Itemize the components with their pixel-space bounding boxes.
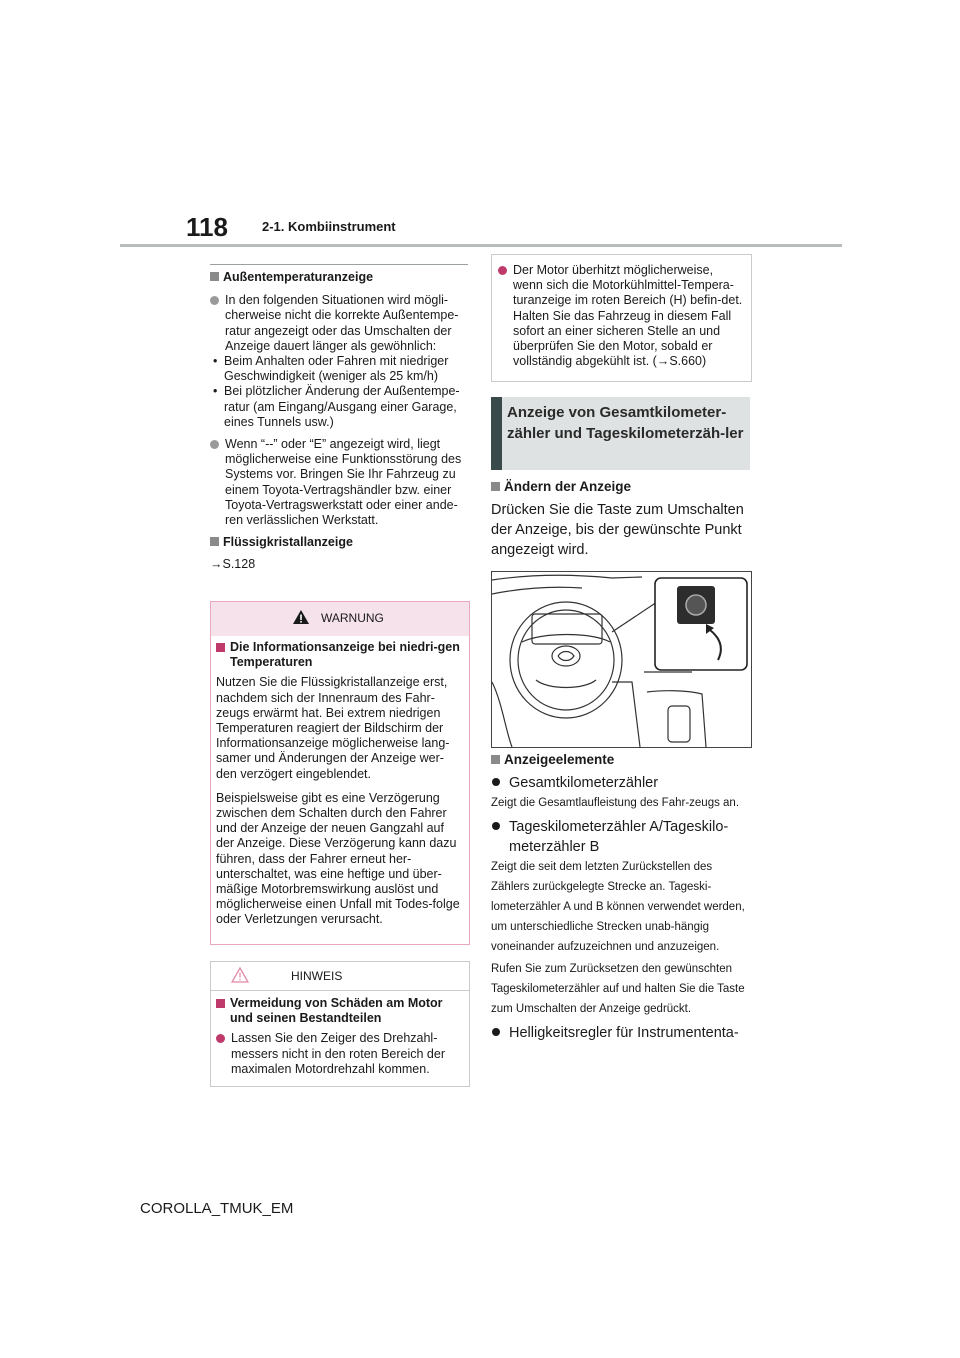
circle-bullet-icon [498,266,507,275]
element-item-title: Tageskilometerzähler A/Tageskilo-meterzähler B [491,817,753,857]
page-number: 118 [186,212,228,242]
sub-list-item: • Bei plötzlicher Änderung der Außentempe-ratur (am Eingang/Ausgang einer Garage, eines Tunnels usw.) [210,384,468,430]
warning-paragraph: Beispielsweise gibt es eine Verzögerung zwischen dem Schalten durch den Fahrer und der Anzeige der neuen Gangzahl auf der Anzeige. Diese Verzögerung kann dazu führen, dass der Fahrer erneut her-unterschaltet, was eine heftige und über-mäßige Motorbremswirkung auslöst und möglicherweise einen Unfall mit Todes-folge oder Verletzungen verursacht. [216,790,460,927]
list-item: In den folgenden Situationen wird mögli-cherweise nicht die korrekte Außentempe-ratur angezeigt oder das Umschalten der Anzeige dauert länger als gewöhnlich: [210,293,468,354]
square-bullet-icon [210,537,219,546]
square-bullet-icon [216,643,225,652]
dashboard-drawing [492,572,751,747]
footer-model: COROLLA_TMUK_EM [140,1200,294,1217]
warning-label: WARNUNG [321,611,384,625]
divider [210,264,468,265]
section-heading: Anzeige von Gesamtkilometer-zähler und Tageskilometerzäh-ler [507,404,744,442]
right-column-upper [491,479,753,560]
element-item-text: Zeigt die Gesamtlaufleistung des Fahr-zeugs an. [491,797,740,809]
section-title: 2-1. Kombiinstrument [262,219,396,234]
warning-heading: Die Informationsanzeige bei niedri-gen Temperaturen [216,640,463,670]
bullet-icon [492,822,500,830]
left-column [210,264,468,573]
sub-list-item: • Beim Anhalten oder Fahren mit niedriger Geschwindigkeit (weniger als 25 km/h) [210,354,468,384]
bullet-icon [492,1028,500,1036]
warning-triangle-icon [292,609,310,625]
section-heading-bar [491,397,750,470]
caution-triangle-icon [231,967,249,983]
warning-paragraph: Nutzen Sie die Flüssigkristallanzeige erst, nachdem sich der Innenraum des Fahr-zeugs erwärmt hat. Bei extrem niedrigen Temperaturen reagiert der Bildschirm der Informationsanzeige möglicherweise lang-samer und Änderungen der Anzeige wer-den verzögert eingeblendet. [216,675,450,781]
circle-bullet-icon [216,1034,225,1043]
notice-heading: Vermeidung von Schäden am Motor und seinen Bestandteilen [216,996,463,1026]
square-bullet-icon [491,755,500,764]
circle-bullet-icon [210,440,219,449]
list-item: Der Motor überhitzt möglicherweise, wenn sich die Motorkühlmittel-Tempera-turanzeige im roten Bereich (H) befin-det. Halten Sie das Fahrzeug in diesem Fall sofort an einer sicheren Stelle an und überprüfen Sie den Motor, sobald er vollständig abgekühlt ist. (→S.660) [498,263,743,369]
list-item: Wenn “--” oder “E” angezeigt wird, liegt möglicherweise eine Funktionsstörung des Systems vor. Bringen Sie Ihr Fahrzeug zu einem Toyota-Vertragshändler bzw. einer Toyota-Vertragswerkstatt oder einer ande-ren verlässlichen Werkstatt. [210,437,468,528]
motor-note-box [491,254,752,382]
elements-heading: Anzeigeelemente [491,752,753,767]
notice-box [210,961,470,1087]
steering-wheel-illustration [491,571,752,748]
circle-bullet-icon [210,296,219,305]
bullet-icon [492,778,500,786]
element-item-title: Gesamtkilometerzähler [491,773,753,793]
element-item-text: Zeigt die seit dem letzten Zurückstellen des Zählers zurückgelegte Strecke an. Tageski-lometerzähler A und B können verwendet werden, um unterschiedliche Strecken unab-hängig voneinander aufzuzeichnen und anzuzeigen. [491,861,745,953]
square-bullet-icon [216,999,225,1008]
warning-box [210,601,470,945]
aussen-heading: Außentemperaturanzeige [210,270,468,285]
square-bullet-icon [491,482,500,491]
header-rule [120,244,842,247]
list-item: Lassen Sie den Zeiger des Drehzahl-messers nicht in den roten Bereich der maximalen Motordrehzahl kommen. [216,1031,463,1077]
element-item-title: Helligkeitsregler für Instrumententa- [491,1023,753,1043]
heading-accent [491,397,502,470]
notice-header [211,962,469,990]
lcd-heading: Flüssigkristallanzeige [210,535,468,550]
element-item-text: Rufen Sie zum Zurücksetzen den gewünschten Tageskilometerzähler auf und halten Sie die Taste zum Umschalten der Anzeige gedrückt. [491,963,745,1015]
change-text: Drücken Sie die Taste zum Umschalten der Anzeige, bis der gewünschte Punkt angezeigt wird. [491,502,744,558]
right-column-lower [491,752,753,1043]
notice-label: HINWEIS [291,969,343,983]
change-heading: Ändern der Anzeige [491,479,753,494]
warning-header [211,602,469,636]
lcd-reference[interactable]: →S.128 [210,557,256,572]
square-bullet-icon [210,272,219,281]
